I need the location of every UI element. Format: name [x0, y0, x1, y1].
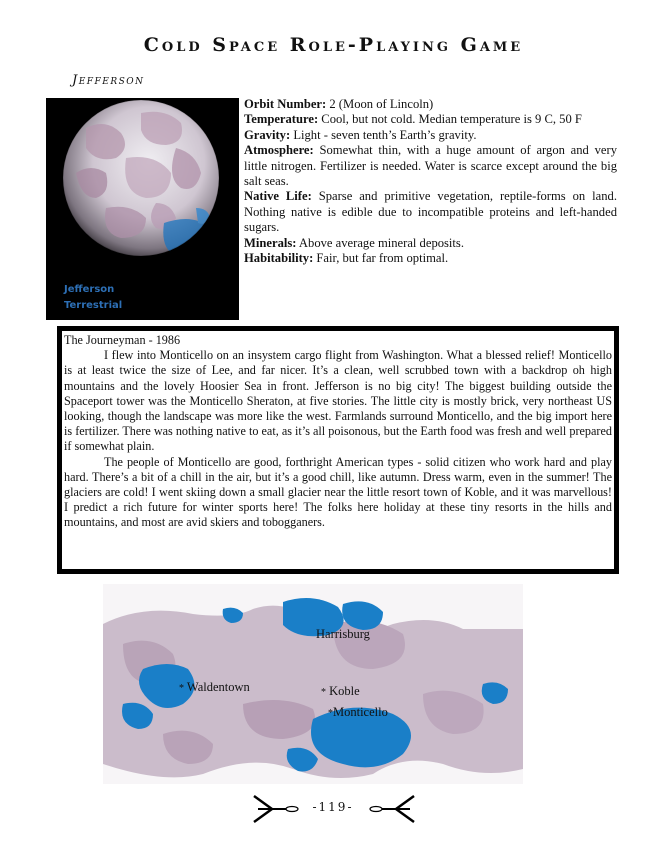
map-label-monticello: *Monticello: [328, 705, 388, 719]
ship-left-icon: [252, 794, 300, 824]
map-label-koble: * Koble: [321, 684, 360, 698]
fact-label: Native Life:: [244, 189, 312, 204]
map-label-waldentown: * Waldentown: [179, 680, 250, 694]
page-number: -119-: [312, 800, 354, 814]
journal-heading: The Journeyman - 1986: [64, 333, 181, 347]
map-graphic: [103, 584, 523, 784]
fact-native-life: [244, 189, 617, 235]
journal-paragraph: The people of Monticello are good, forthright American types - solid citizen who work hard and play hard. There’s a bit of a chill in the air, but it’s a good chill, like autumn. Dress warm, even in the summer! The glaciers are cold! I went skiing down a small glacier near the little resort town of Koble, and it was marvellous! I predict a rich future for winter sports here! The folks here holiday at these tiny resorts in the hills and mountains, and most are avid skiers and tobogganers.: [64, 454, 612, 530]
fact-label: Gravity:: [244, 127, 291, 142]
journal-paragraph: I flew into Monticello on an insystem cargo flight from Washington. What a blessed relief! Monticello is at least twice the size of Lee, and far nicer. It’s a clean, well scrubbed town with a backdrop oh high mountains and the lovely Hoosier Sea in front. Jefferson is no big city! The biggest building outside the Spaceport tower was the Monticello Sheraton, at five stories. The little city is mostly brick, very northeast US looking, though the landscape was more like the west. Farmlands surround Monticello, and the big import here is fertilizer. There was nothing native to eat, as it’s all poisonous, but the Earth food was fresh and well prepared if somewhat plain.: [64, 348, 612, 454]
fact-value: Somewhat thin, with a huge amount of argon and very little nitrogen. Fertilizer is needed. Water is scarce except around the big salt seas.: [244, 143, 617, 189]
fact-value: Light - seven tenth’s Earth’s gravity.: [290, 127, 477, 142]
planet-caption-name: Jefferson: [64, 284, 115, 295]
page-title: Cold Space Role-Playing Game: [143, 34, 524, 56]
fact-value: Sparse and primitive vegetation, reptile-forms on land. Nothing native is edible due to incompatible proteins and left-handed sugars.: [244, 189, 617, 235]
fact-value: Cool, but not cold. Median temperature is 9 C, 50 F: [318, 112, 582, 127]
city-marker-icon: *: [179, 683, 184, 694]
fact-orbit: [244, 97, 617, 112]
planet-map: [103, 584, 523, 784]
fact-label: Atmosphere:: [244, 143, 314, 158]
map-label-harrisburg: Harrisburg: [316, 627, 370, 641]
planet-facts: [244, 97, 617, 266]
fact-value: Fair, but far from optimal.: [313, 251, 449, 266]
city-marker-icon: *: [328, 708, 333, 719]
journal-box: [57, 326, 619, 574]
fact-value: 2 (Moon of Lincoln): [326, 97, 434, 111]
fact-temperature: [244, 112, 617, 127]
fact-label: Orbit Number:: [244, 97, 327, 111]
ship-right-icon: [368, 794, 416, 824]
fact-atmosphere: [244, 143, 617, 189]
fact-label: Habitability:: [244, 251, 314, 266]
fact-minerals: [244, 236, 617, 251]
fact-label: Temperature:: [244, 112, 319, 127]
planet-image: [46, 98, 239, 320]
fact-gravity: [244, 128, 617, 143]
fact-value: Above average mineral deposits.: [296, 235, 464, 250]
section-title: Jefferson: [72, 73, 145, 88]
fact-label: Minerals:: [244, 235, 297, 250]
fact-habitability: [244, 251, 617, 266]
footer: [0, 792, 667, 832]
city-marker-icon: *: [321, 687, 326, 698]
planet-caption-type: Terrestrial: [64, 300, 123, 311]
